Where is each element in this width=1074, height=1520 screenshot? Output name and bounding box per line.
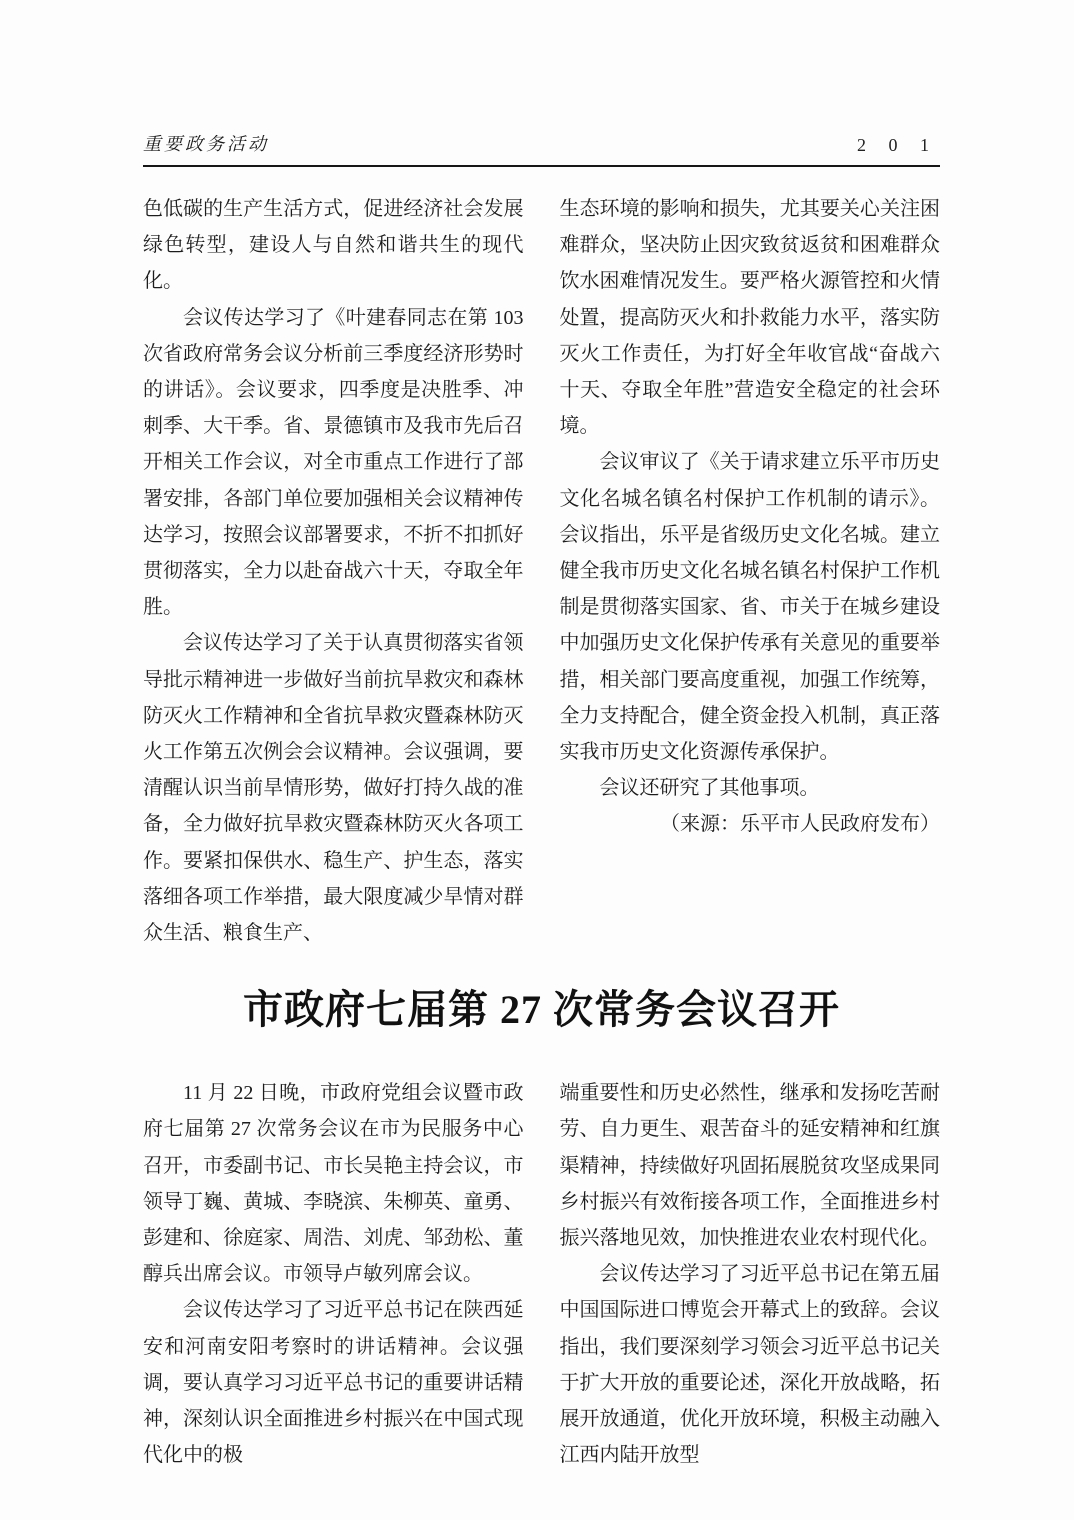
paragraph: 端重要性和历史必然性，继承和发扬吃苦耐劳、自力更生、艰苦奋斗的延安精神和红旗渠精神，持续做好巩固拓展脱贫攻坚成果同乡村振兴有效衔接各项工作，全面推进乡村振兴落地见效，加快推进农业农村现代化。 <box>559 1082 940 1250</box>
paragraph: 会议传达学习了关于认真贯彻落实省领导批示精神进一步做好当前抗旱救灾和森林防灭火工作精神和全省抗旱救灾暨森林防灭火工作第五次例会会议精神。会议强调，要清醒认识当前旱情形势，做好打持久战的准备，全力做好抗旱救灾暨森林防灭火各项工作。要紧扣保供水、稳生产、护生态，落实落细各项工作举措，最大限度减少旱情对群众生活、粮食生产、 <box>143 632 524 945</box>
article-1-body <box>143 191 940 951</box>
page-number: 2 0 1 <box>857 135 938 155</box>
header-rule <box>143 165 940 167</box>
header-section-title: 重要政务活动 <box>143 134 269 154</box>
paragraph: 生态环境的影响和损失，尤其要关心关注困难群众，坚决防止因灾致贫返贫和困难群众饮水困难情况发生。要严格火源管控和火情处置，提高防灭火和扑救能力水平，落实防灭火工作责任，为打好全年收官战“奋战六十天、夺取全年胜”营造安全稳定的社会环境。 <box>559 198 940 438</box>
running-header <box>143 130 940 156</box>
article-2-body <box>143 1075 940 1473</box>
paragraph: 会议传达学习了习近平总书记在陕西延安和河南安阳考察时的讲话精神。会议强调，要认真学习习近平总书记的重要讲话精神，深刻认识全面推进乡村振兴在中国式现代化中的极 <box>143 1299 524 1467</box>
article-2-right-column <box>560 1075 941 1473</box>
article-2-left-column <box>143 1075 524 1473</box>
paragraph: 色低碳的生产生活方式，促进经济社会发展绿色转型，建设人与自然和谐共生的现代化。 <box>143 198 524 293</box>
paragraph: 会议传达学习了习近平总书记在第五届中国国际进口博览会开幕式上的致辞。会议指出，我们要深刻学习领会习近平总书记关于扩大开放的重要论述，深化开放战略，拓展开放通道，优化开放环境，积极主动融入江西内陆开放型 <box>559 1263 940 1467</box>
article-1-right-column <box>560 191 941 951</box>
paragraph: 会议还研究了其他事项。 <box>599 777 820 800</box>
paragraph: 会议审议了《关于请求建立乐平市历史文化名城名镇名村保护工作机制的请示》。会议指出，乐平是省级历史文化名城。建立健全我市历史文化名城名镇名村保护工作机制是贯彻落实国家、省、市关于在城乡建设中加强历史文化保护传承有关意见的重要举措，相关部门要高度重视，加强工作统筹，全力支持配合，健全资金投入机制，真正落实我市历史文化资源传承保护。 <box>559 451 940 764</box>
article-1-left-column <box>143 191 524 951</box>
paragraph: 11 月 22 日晚，市政府党组会议暨市政府七届第 27 次常务会议在市为民服务中心召开，市委副书记、市长吴艳主持会议，市领导丁巍、黄城、李晓滨、朱柳英、童勇、彭建和、徐庭家、周浩、刘虎、邹劲松、董醇兵出席会议。市领导卢敏列席会议。 <box>143 1082 524 1286</box>
article-2-title: 市政府七届第 27 次常务会议召开 <box>243 987 840 1033</box>
source-attribution: （来源：乐平市人民政府发布） <box>660 813 940 836</box>
paragraph: 会议传达学习了《叶建春同志在第 103 次省政府常务会议分析前三季度经济形势时的讲话》。会议要求，四季度是决胜季、冲刺季、大干季。省、景德镇市及我市先后召开相关工作会议，对全市重点工作进行了部署安排，各部门单位要加强相关会议精神传达学习，按照会议部署要求，不折不扣抓好贯彻落实，全力以赴奋战六十天，夺取全年胜。 <box>143 306 524 619</box>
